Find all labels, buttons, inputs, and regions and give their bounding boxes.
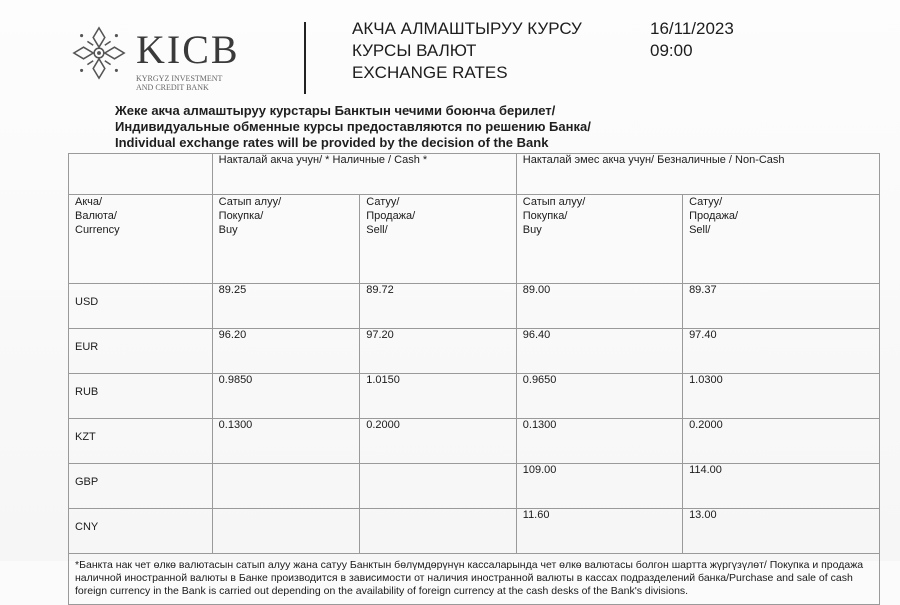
- noncash-buy-column-header: [516, 195, 682, 284]
- noncash-buy-rate: 109.00: [516, 464, 682, 509]
- notice-russian: Индивидуальные обменные курсы предоставляются по решению Банка/: [115, 119, 591, 134]
- header-line: Сатып алуу/: [522, 196, 586, 208]
- cash-buy-rate: [212, 509, 360, 554]
- table-column-header-row: [69, 195, 880, 284]
- ornament-logo-icon: [70, 24, 128, 82]
- currency-code: CNY: [69, 509, 213, 554]
- cash-buy-rate: 89.25: [212, 284, 360, 329]
- individual-rates-notice: [115, 103, 591, 151]
- notice-kyrgyz: Жеке акча алмаштыруу курстары Банктын чечими боюнча берилет/: [115, 103, 556, 118]
- header-line: Sell/: [689, 224, 711, 236]
- header-line: Currency: [75, 224, 120, 236]
- header-line: Sell/: [366, 224, 388, 236]
- cash-buy-rate: 0.9850: [212, 374, 360, 419]
- noncash-group-header: Накталай эмес акча учун/ Безналичные / Non-Cash: [516, 154, 879, 195]
- document-title: [352, 18, 582, 84]
- cash-buy-rate: 0.1300: [212, 419, 360, 464]
- cash-sell-rate: [360, 464, 517, 509]
- noncash-buy-rate: 89.00: [516, 284, 682, 329]
- noncash-sell-rate: 1.0300: [683, 374, 880, 419]
- table-row: [69, 464, 880, 509]
- noncash-buy-rate: 0.1300: [516, 419, 682, 464]
- cash-sell-rate: 97.20: [360, 329, 517, 374]
- noncash-buy-rate: 96.40: [516, 329, 682, 374]
- title-russian: КУРСЫ ВАЛЮТ: [352, 41, 477, 60]
- currency-code: USD: [69, 284, 213, 329]
- header-divider: [304, 22, 306, 94]
- title-english: EXCHANGE RATES: [352, 63, 508, 82]
- cash-buy-rate: [212, 464, 360, 509]
- noncash-sell-rate: 13.00: [683, 509, 880, 554]
- currency-code: GBP: [69, 464, 213, 509]
- header-line: Сатуу/: [366, 196, 400, 208]
- header-line: Buy: [218, 224, 238, 236]
- header-line: Продажа/: [366, 210, 416, 222]
- table-row: [69, 284, 880, 329]
- cash-sell-rate: 89.72: [360, 284, 517, 329]
- noncash-sell-rate: 89.37: [683, 284, 880, 329]
- title-kyrgyz: АКЧА АЛМАШТЫРУУ КУРСУ: [352, 19, 582, 38]
- noncash-buy-rate: 0.9650: [516, 374, 682, 419]
- currency-code: RUB: [69, 374, 213, 419]
- cash-sell-column-header: [360, 195, 517, 284]
- cash-buy-rate: 96.20: [212, 329, 360, 374]
- noncash-sell-rate: 114.00: [683, 464, 880, 509]
- noncash-sell-rate: 0.2000: [683, 419, 880, 464]
- cash-sell-rate: [360, 509, 517, 554]
- noncash-sell-column-header: [683, 195, 880, 284]
- header-line: Продажа/: [689, 210, 739, 222]
- logo-subtitle-line2: AND CREDIT BANK: [136, 83, 209, 92]
- currency-code: KZT: [69, 419, 213, 464]
- date-label: 16/11/2023: [650, 19, 734, 38]
- header-line: Сатуу/: [689, 196, 723, 208]
- time-label: 09:00: [650, 41, 693, 60]
- header-line: Валюта/: [75, 210, 117, 222]
- header-line: Покупка/: [522, 210, 568, 222]
- header-line: Акча/: [75, 196, 103, 208]
- empty-corner-cell: [69, 154, 213, 195]
- table-group-header-row: [69, 154, 880, 195]
- table-row: [69, 509, 880, 554]
- table-row: [69, 419, 880, 464]
- cash-availability-footnote: *Банкта нак чет өлкө валютасын сатып алуу жана сатуу Банктын бөлүмдөрүнүн кассаларында чет өлкө валютасы болгон шартта жүргүзүлөт/ Покупка и продажа наличной иностранной валюты в Банке производится в зависимости от наличия иностранной валюты в кассах подразделений банка/Purchase and sale of cash foreign currency in the Bank is carried out depending on the availability of foreign currency at the cash desks of the Bank's divisions.: [69, 554, 880, 605]
- noncash-buy-rate: 11.60: [516, 509, 682, 554]
- noncash-sell-rate: 97.40: [683, 329, 880, 374]
- currency-code: EUR: [69, 329, 213, 374]
- notice-english: Individual exchange rates will be provided by the decision of the Bank: [115, 135, 549, 150]
- cash-buy-column-header: [212, 195, 360, 284]
- currency-column-header: [69, 195, 213, 284]
- cash-sell-rate: 1.0150: [360, 374, 517, 419]
- logo-wordmark: KICB: [136, 27, 240, 72]
- cash-sell-rate: 0.2000: [360, 419, 517, 464]
- header-line: Сатып алуу/: [218, 196, 282, 208]
- table-row: [69, 374, 880, 419]
- footnote-row: [69, 554, 880, 605]
- header-line: Покупка/: [218, 210, 264, 222]
- cash-group-header: Накталай акча учун/ * Наличные / Cash *: [212, 154, 516, 195]
- table-row: [69, 329, 880, 374]
- logo-subtitle: [136, 74, 222, 92]
- header-line: Buy: [522, 224, 542, 236]
- date-time: [650, 18, 734, 62]
- logo-subtitle-line1: KYRGYZ INVESTMENT: [136, 74, 223, 83]
- exchange-rates-table: [68, 153, 880, 605]
- bank-logo: [70, 18, 300, 98]
